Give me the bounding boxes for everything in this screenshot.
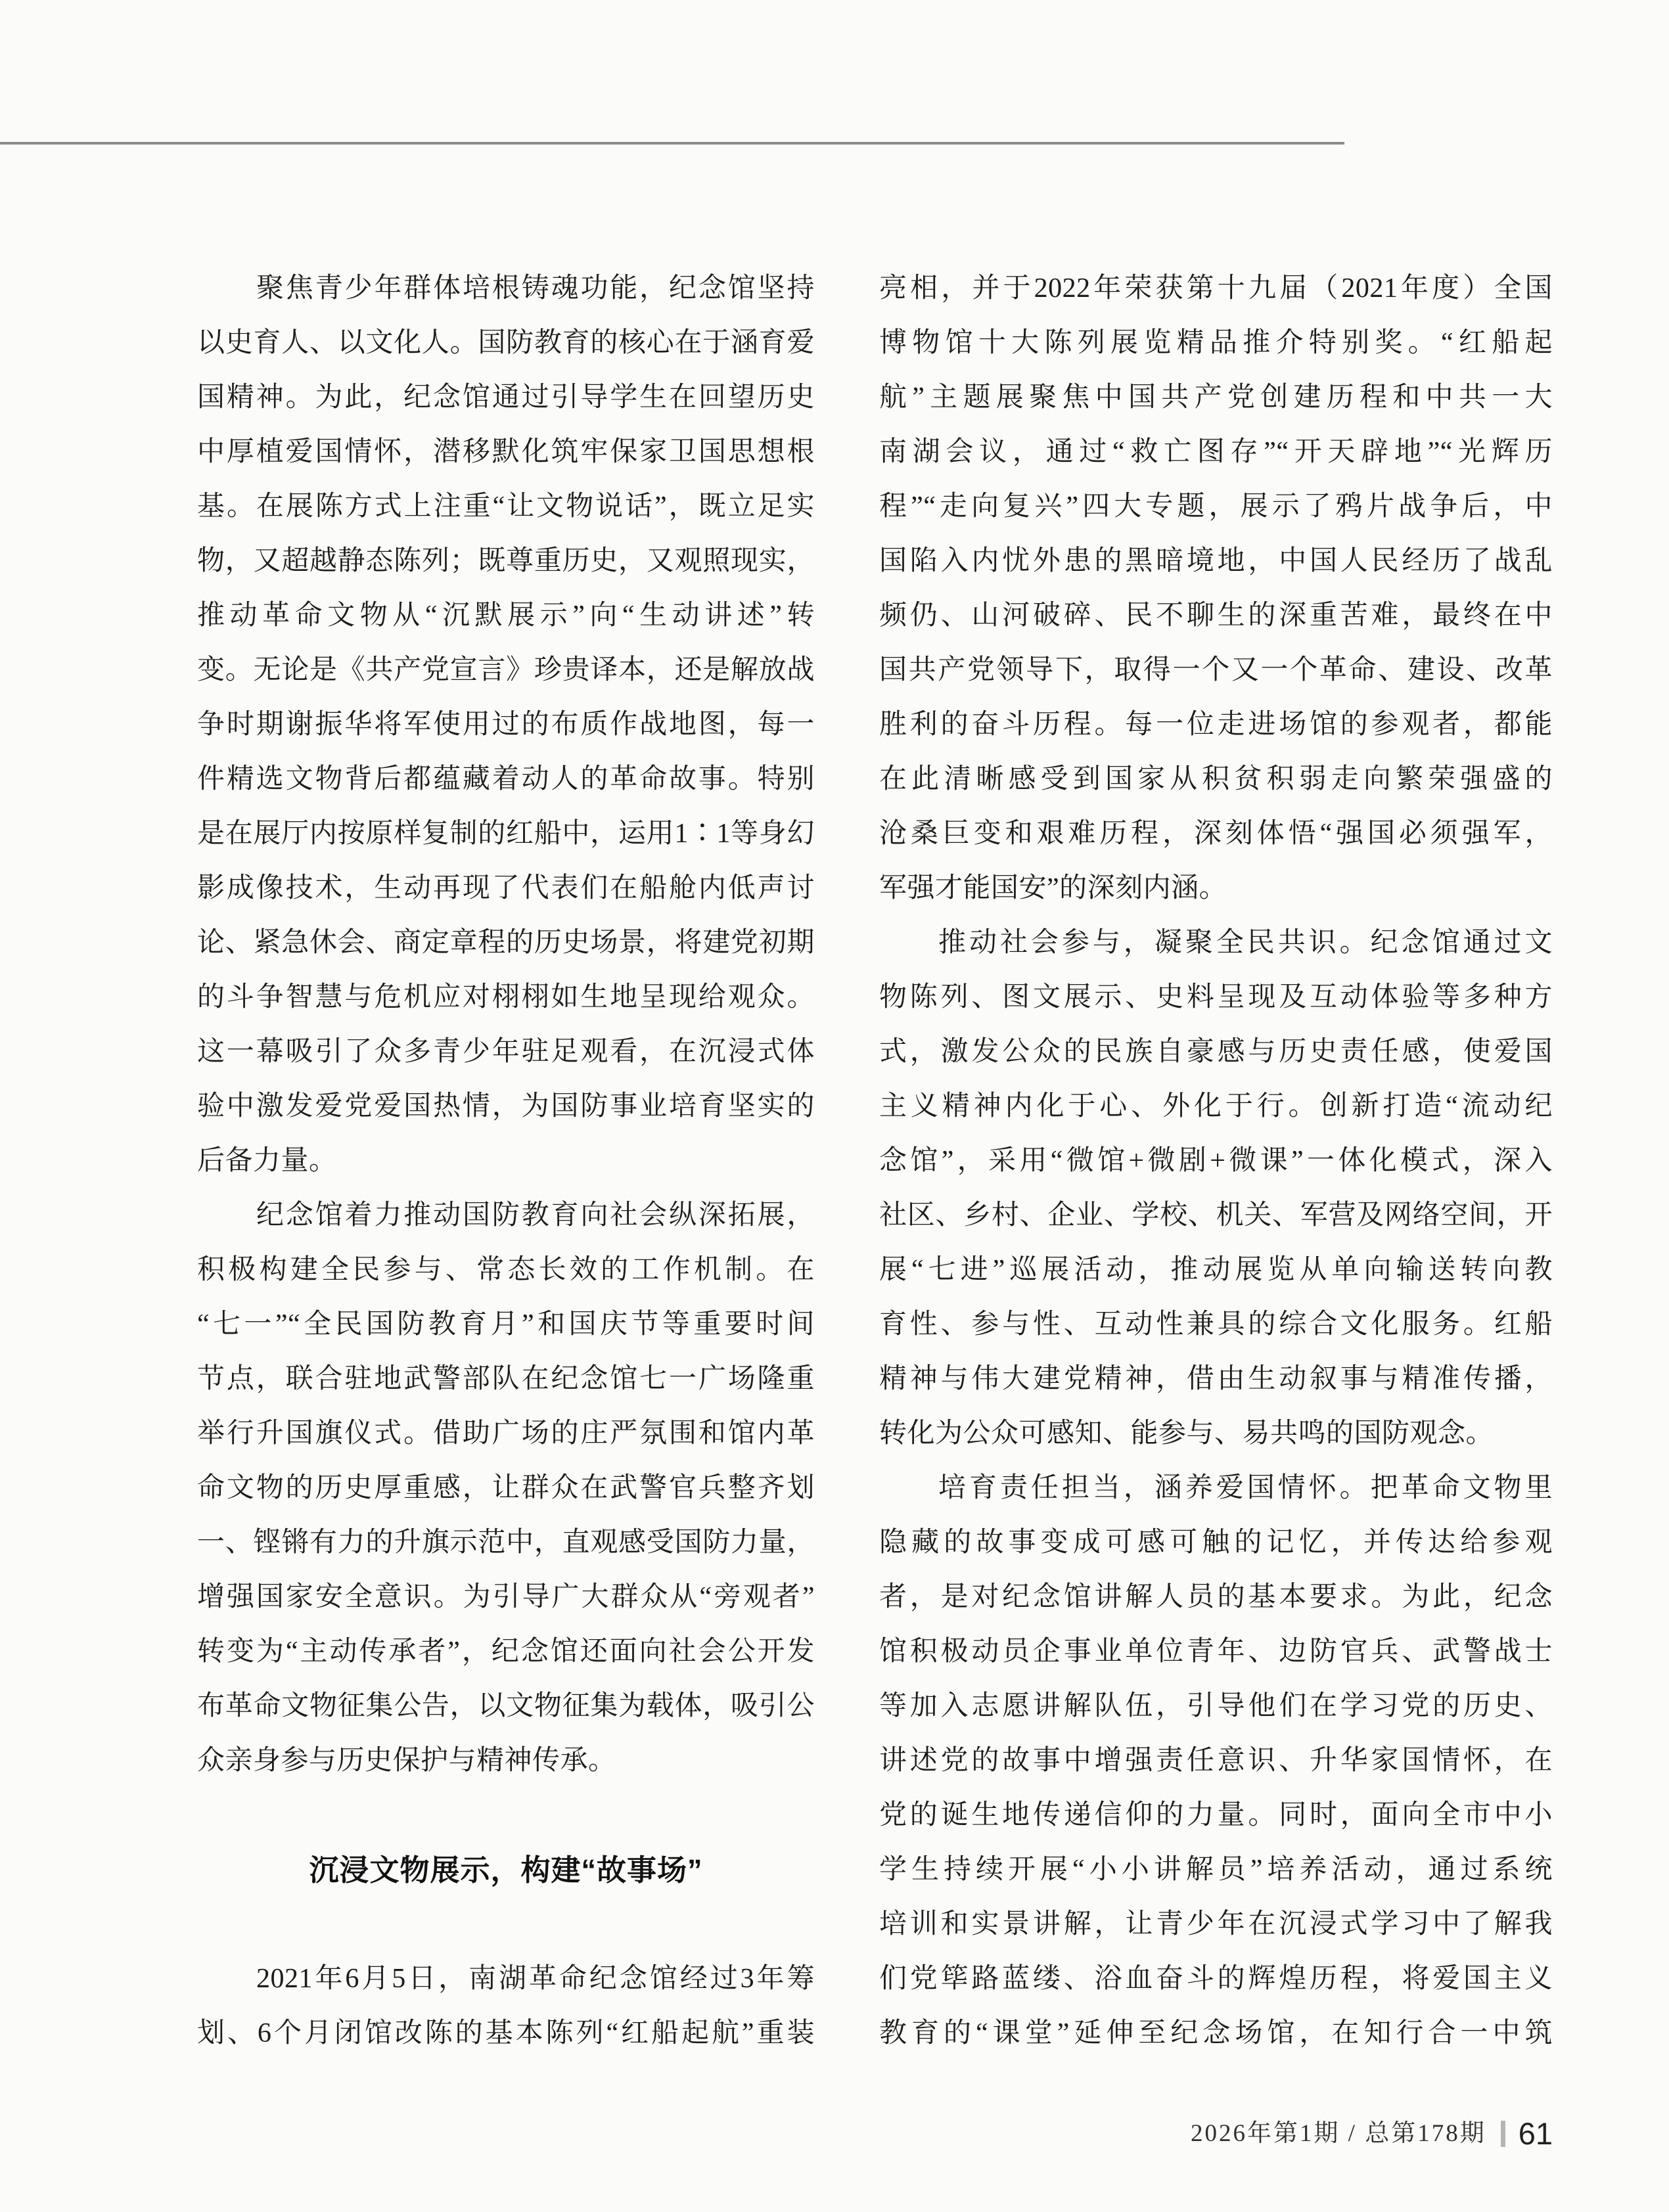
footer-divider xyxy=(1501,2121,1505,2147)
text-line xyxy=(197,1897,815,1952)
text-line: “七一”“全民国防教育月”和国庆节等重要时间 xyxy=(197,1309,815,1340)
text-line: 划、6个月闭馆改陈的基本陈列“红船起航”重装 xyxy=(197,2018,815,2048)
text-line: 育性、参与性、互动性兼具的综合文化服务。红船 xyxy=(879,1309,1553,1340)
text-line: 沧桑巨变和艰难历程，深刻体悟“强国必须强军， xyxy=(879,819,1553,849)
text-line: 举行升国旗仪式。借助广场的庄严氛围和馆内革 xyxy=(197,1418,815,1449)
text-line: 是在展厅内按原样复制的红船中，运用1∶1等身幻 xyxy=(197,819,815,849)
text-line: 教育的“课堂”延伸至纪念场馆，在知行合一中筑 xyxy=(879,2018,1553,2048)
text-line: 等加入志愿讲解队伍，引导他们在学习党的历史、 xyxy=(879,1691,1553,1721)
text-line: 隐藏的故事变成可感可触的记忆，并传达给参观 xyxy=(879,1527,1553,1558)
text-line: 物陈列、图文展示、史料呈现及互动体验等多种方 xyxy=(879,982,1553,1012)
text-line: 增强国家安全意识。为引导广大群众从“旁观者” xyxy=(197,1582,815,1612)
right-text-column xyxy=(879,261,1553,2061)
text-line: 转化为公众可感知、能参与、易共鸣的国防观念。 xyxy=(879,1418,1494,1449)
text-line: 式，激发公众的民族自豪感与历史责任感，使爱国 xyxy=(879,1037,1553,1067)
text-line: 培育责任担当，涵养爱国情怀。把革命文物里 xyxy=(938,1473,1553,1503)
text-line: 论、紧急休会、商定章程的历史场景，将建党初期 xyxy=(197,928,815,958)
text-line: 讲述党的故事中增强责任意识、升华家国情怀，在 xyxy=(879,1746,1553,1776)
text-line xyxy=(197,1788,815,1843)
text-line: 以史育人、以文化人。国防教育的核心在于涵育爱 xyxy=(197,328,815,358)
text-line: 中厚植爱国情怀，潜移默化筑牢保家卫国思想根 xyxy=(197,437,815,467)
text-line: 推动革命文物从“沉默展示”向“生动讲述”转 xyxy=(197,600,815,631)
text-line: 争时期谢振华将军使用过的布质作战地图，每一 xyxy=(197,710,815,740)
text-line: 亮相，并于2022年荣获第十九届（2021年度）全国 xyxy=(879,273,1553,304)
text-line: 者，是对纪念馆讲解人员的基本要求。为此，纪念 xyxy=(879,1582,1553,1612)
text-line: 推动社会参与，凝聚全民共识。纪念馆通过文 xyxy=(938,928,1553,958)
text-line: 在此清晰感受到国家从积贫积弱走向繁荣强盛的 xyxy=(879,764,1553,794)
text-line: 命文物的历史厚重感，让群众在武警官兵整齐划 xyxy=(197,1473,815,1503)
text-line: 航”主题展聚焦中国共产党创建历程和中共一大 xyxy=(879,382,1553,413)
text-line: 2021年6月5日，南湖革命纪念馆经过3年筹 xyxy=(256,1964,815,1994)
text-line: 馆积极动员企事业单位青年、边防官兵、武警战士 xyxy=(879,1636,1553,1667)
text-line: 学生持续开展“小小讲解员”培养活动，通过系统 xyxy=(879,1855,1553,1885)
header-rule xyxy=(0,142,1344,145)
page-footer xyxy=(1191,2114,1553,2154)
text-line: 变。无论是《共产党宣言》珍贵译本，还是解放战 xyxy=(197,655,815,685)
text-line: 节点，联合驻地武警部队在纪念馆七一广场隆重 xyxy=(197,1364,815,1394)
text-line: 众亲身参与历史保护与精神传承。 xyxy=(197,1746,616,1776)
footer-page-number: 61 xyxy=(1518,2116,1553,2151)
text-line: 国精神。为此，纪念馆通过引导学生在回望历史 xyxy=(197,382,815,413)
left-text-column xyxy=(197,261,815,2061)
text-line: 的斗争智慧与危机应对栩栩如生地呈现给观众。 xyxy=(197,982,815,1012)
text-line: 党的诞生地传递信仰的力量。同时，面向全市中小 xyxy=(879,1800,1553,1830)
text-line: 程”“走向复兴”四大专题，展示了鸦片战争后，中 xyxy=(879,491,1553,522)
text-line: 转变为“主动传承者”，纪念馆还面向社会公开发 xyxy=(197,1636,815,1667)
text-line: 国共产党领导下，取得一个又一个革命、建设、改革 xyxy=(879,655,1553,685)
text-line: 聚焦青少年群体培根铸魂功能，纪念馆坚持 xyxy=(256,273,815,304)
text-line: 主义精神内化于心、外化于行。创新打造“流动纪 xyxy=(879,1091,1553,1121)
text-line: 博物馆十大陈列展览精品推介特别奖。“红船起 xyxy=(879,328,1553,358)
text-line: 南湖会议，通过“救亡图存”“开天辟地”“光辉历 xyxy=(879,437,1553,467)
text-line: 培训和实景讲解，让青少年在沉浸式学习中了解我 xyxy=(879,1909,1553,1939)
text-line: 频仍、山河破碎、民不聊生的深重苦难，最终在中 xyxy=(879,600,1553,631)
text-line: 验中激发爱党爱国热情，为国防事业培育坚实的 xyxy=(197,1091,815,1121)
text-line: 精神与伟大建党精神，借由生动叙事与精准传播， xyxy=(879,1364,1553,1394)
text-line: 基。在展陈方式上注重“让文物说话”，既立足实 xyxy=(197,491,815,522)
text-line: 展“七进”巡展活动，推动展览从单向输送转向教 xyxy=(879,1255,1553,1285)
text-line: 念馆”，采用“微馆+微剧+微课”一体化模式，深入 xyxy=(879,1146,1553,1176)
text-line: 军强才能国安”的深刻内涵。 xyxy=(879,873,1227,903)
text-line: 布革命文物征集公告，以文物征集为载体，吸引公 xyxy=(197,1691,815,1721)
text-line: 国陷入内忧外患的黑暗境地，中国人民经历了战乱 xyxy=(879,546,1553,576)
text-line: 件精选文物背后都蕴藏着动人的革命故事。特别 xyxy=(197,764,815,794)
text-line: 积极构建全民参与、常态长效的工作机制。在 xyxy=(197,1255,815,1285)
text-line: 物，又超越静态陈列；既尊重历史，又观照现实， xyxy=(197,546,815,576)
text-line: 后备力量。 xyxy=(197,1146,337,1176)
section-heading: 沉浸文物展示，构建“故事场” xyxy=(309,1853,703,1887)
text-line: 胜利的奋斗历程。每一位走进场馆的参观者，都能 xyxy=(879,710,1553,740)
text-line: 这一幕吸引了众多青少年驻足观看，在沉浸式体 xyxy=(197,1037,815,1067)
text-line: 影成像技术，生动再现了代表们在船舱内低声讨 xyxy=(197,873,815,903)
text-line: 社区、乡村、企业、学校、机关、军营及网络空间，开 xyxy=(879,1200,1553,1230)
text-line: 们党筚路蓝缕、浴血奋斗的辉煌历程，将爱国主义 xyxy=(879,1964,1553,1994)
text-line: 一、铿锵有力的升旗示范中，直观感受国防力量， xyxy=(197,1527,815,1558)
text-line: 纪念馆着力推动国防教育向社会纵深拓展， xyxy=(256,1200,815,1230)
footer-issue-info: 2026年第1期 / 总第178期 xyxy=(1190,2120,1486,2147)
